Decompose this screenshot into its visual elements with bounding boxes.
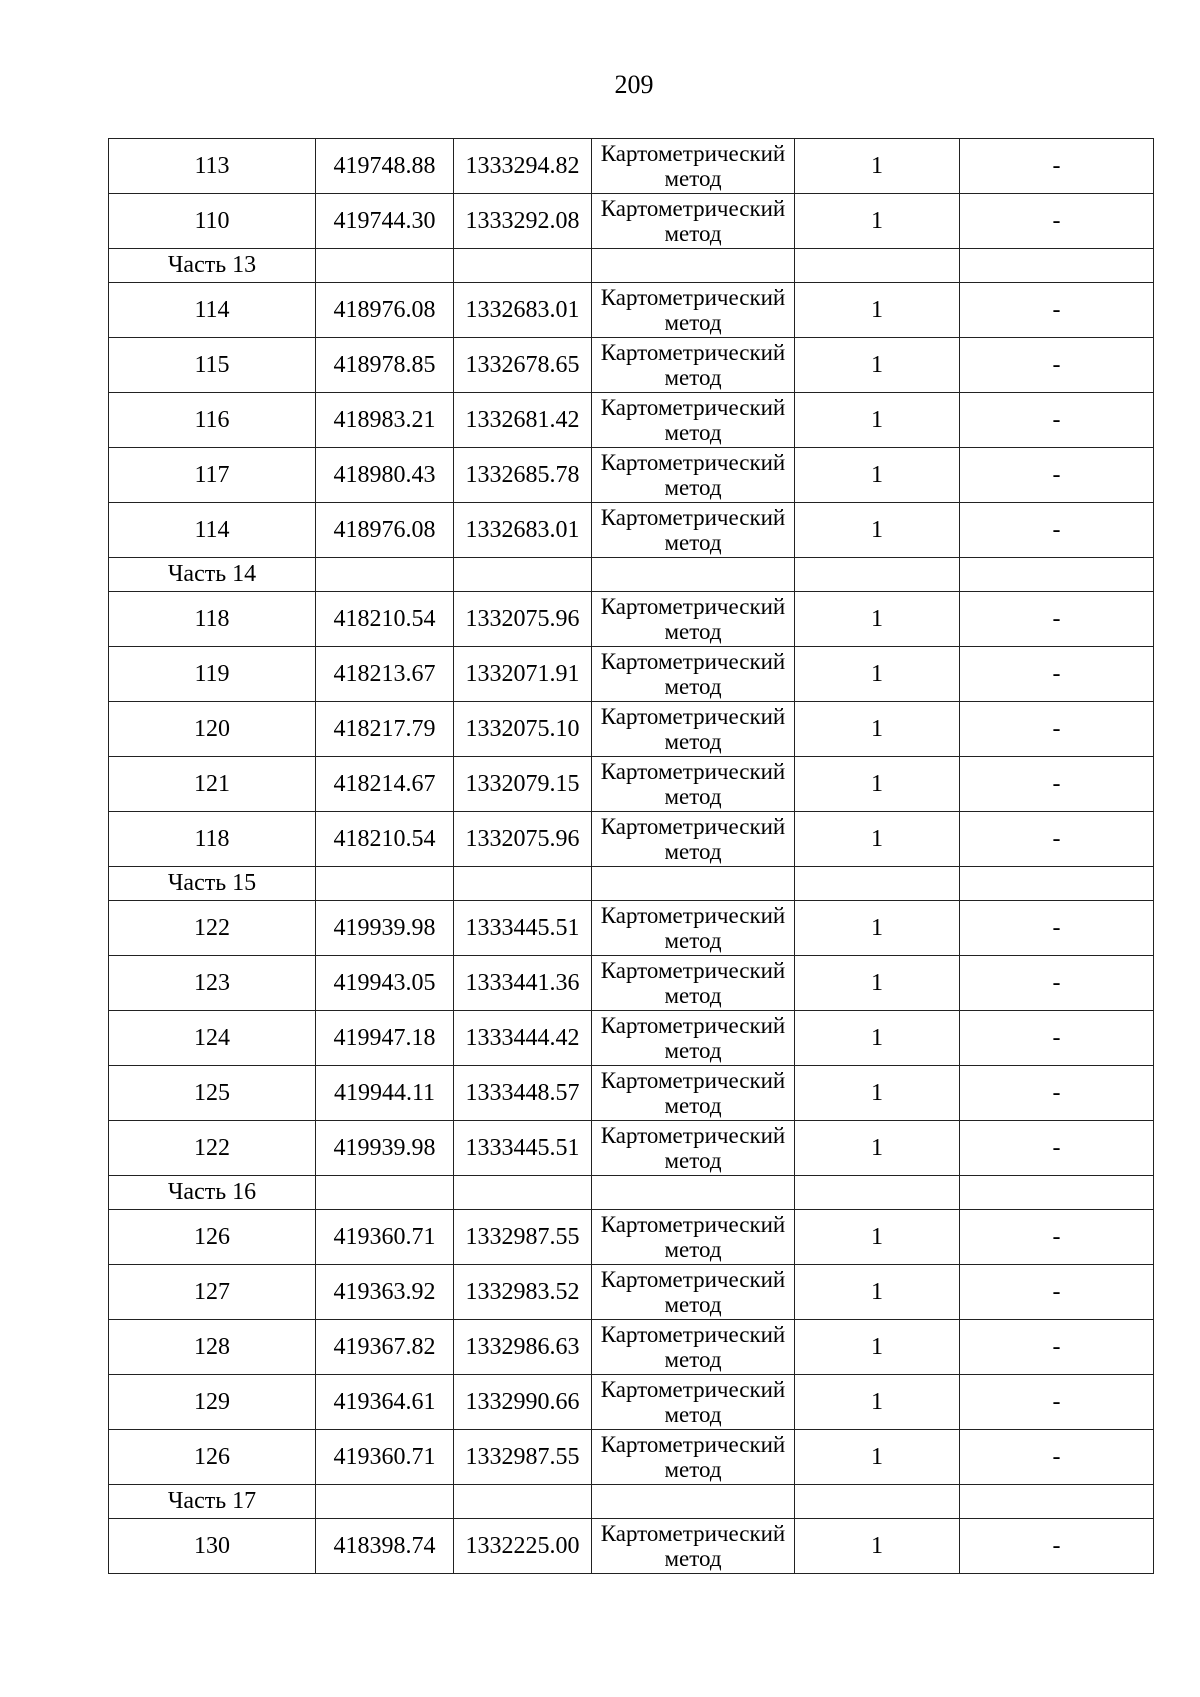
part-header-row xyxy=(109,867,1154,901)
point-number-cell: 125 xyxy=(109,1066,316,1121)
x-coordinate-cell: 418213.67 xyxy=(316,647,454,702)
table-row xyxy=(109,592,1154,647)
y-coordinate-cell: 1333294.82 xyxy=(454,139,592,194)
note-cell: - xyxy=(960,1066,1154,1121)
note-cell: - xyxy=(960,139,1154,194)
accuracy-cell: 1 xyxy=(795,702,960,757)
accuracy-cell: 1 xyxy=(795,139,960,194)
point-number-cell: 130 xyxy=(109,1519,316,1574)
accuracy-cell: 1 xyxy=(795,448,960,503)
empty-cell xyxy=(960,1176,1154,1210)
accuracy-cell: 1 xyxy=(795,338,960,393)
table-row xyxy=(109,956,1154,1011)
coordinates-table xyxy=(108,138,1154,1574)
coordinates-table-body xyxy=(109,139,1154,1574)
note-cell: - xyxy=(960,1320,1154,1375)
point-number-cell: 113 xyxy=(109,139,316,194)
accuracy-cell: 1 xyxy=(795,503,960,558)
y-coordinate-cell: 1332678.65 xyxy=(454,338,592,393)
point-number-cell: 124 xyxy=(109,1011,316,1066)
x-coordinate-cell: 419944.11 xyxy=(316,1066,454,1121)
method-cell: Картометрический метод xyxy=(592,338,795,393)
note-cell: - xyxy=(960,647,1154,702)
note-cell: - xyxy=(960,1430,1154,1485)
table-row xyxy=(109,283,1154,338)
table-row xyxy=(109,393,1154,448)
note-cell: - xyxy=(960,283,1154,338)
empty-cell xyxy=(795,1485,960,1519)
note-cell: - xyxy=(960,757,1154,812)
table-row xyxy=(109,338,1154,393)
x-coordinate-cell: 418978.85 xyxy=(316,338,454,393)
point-number-cell: 122 xyxy=(109,1121,316,1176)
y-coordinate-cell: 1332075.96 xyxy=(454,812,592,867)
method-cell: Картометрический метод xyxy=(592,194,795,249)
table-row xyxy=(109,139,1154,194)
empty-cell xyxy=(316,1485,454,1519)
x-coordinate-cell: 418980.43 xyxy=(316,448,454,503)
method-cell: Картометрический метод xyxy=(592,1210,795,1265)
method-cell: Картометрический метод xyxy=(592,1265,795,1320)
point-number-cell: 116 xyxy=(109,393,316,448)
y-coordinate-cell: 1332987.55 xyxy=(454,1430,592,1485)
point-number-cell: 118 xyxy=(109,812,316,867)
x-coordinate-cell: 419943.05 xyxy=(316,956,454,1011)
note-cell: - xyxy=(960,194,1154,249)
method-cell: Картометрический метод xyxy=(592,283,795,338)
method-cell: Картометрический метод xyxy=(592,1430,795,1485)
empty-cell xyxy=(454,867,592,901)
empty-cell xyxy=(454,558,592,592)
point-number-cell: 123 xyxy=(109,956,316,1011)
table-row xyxy=(109,1265,1154,1320)
accuracy-cell: 1 xyxy=(795,1320,960,1375)
part-header-row xyxy=(109,1485,1154,1519)
x-coordinate-cell: 419360.71 xyxy=(316,1430,454,1485)
accuracy-cell: 1 xyxy=(795,194,960,249)
point-number-cell: 129 xyxy=(109,1375,316,1430)
point-number-cell: 118 xyxy=(109,592,316,647)
empty-cell xyxy=(795,558,960,592)
part-label: Часть 13 xyxy=(109,249,316,283)
method-cell: Картометрический метод xyxy=(592,1011,795,1066)
accuracy-cell: 1 xyxy=(795,1265,960,1320)
y-coordinate-cell: 1333445.51 xyxy=(454,1121,592,1176)
accuracy-cell: 1 xyxy=(795,393,960,448)
note-cell: - xyxy=(960,1210,1154,1265)
empty-cell xyxy=(592,1485,795,1519)
point-number-cell: 115 xyxy=(109,338,316,393)
x-coordinate-cell: 418217.79 xyxy=(316,702,454,757)
table-row xyxy=(109,1066,1154,1121)
x-coordinate-cell: 418210.54 xyxy=(316,592,454,647)
method-cell: Картометрический метод xyxy=(592,1066,795,1121)
table-row xyxy=(109,1210,1154,1265)
accuracy-cell: 1 xyxy=(795,1430,960,1485)
part-header-row xyxy=(109,1176,1154,1210)
x-coordinate-cell: 419947.18 xyxy=(316,1011,454,1066)
point-number-cell: 122 xyxy=(109,901,316,956)
x-coordinate-cell: 419367.82 xyxy=(316,1320,454,1375)
note-cell: - xyxy=(960,1375,1154,1430)
note-cell: - xyxy=(960,1121,1154,1176)
table-row xyxy=(109,757,1154,812)
empty-cell xyxy=(592,558,795,592)
accuracy-cell: 1 xyxy=(795,757,960,812)
y-coordinate-cell: 1332987.55 xyxy=(454,1210,592,1265)
empty-cell xyxy=(592,867,795,901)
y-coordinate-cell: 1332075.10 xyxy=(454,702,592,757)
note-cell: - xyxy=(960,592,1154,647)
accuracy-cell: 1 xyxy=(795,901,960,956)
x-coordinate-cell: 418983.21 xyxy=(316,393,454,448)
table-row xyxy=(109,1375,1154,1430)
note-cell: - xyxy=(960,1519,1154,1574)
point-number-cell: 121 xyxy=(109,757,316,812)
method-cell: Картометрический метод xyxy=(592,1121,795,1176)
method-cell: Картометрический метод xyxy=(592,448,795,503)
accuracy-cell: 1 xyxy=(795,1011,960,1066)
empty-cell xyxy=(592,249,795,283)
empty-cell xyxy=(960,249,1154,283)
empty-cell xyxy=(454,1485,592,1519)
accuracy-cell: 1 xyxy=(795,283,960,338)
empty-cell xyxy=(454,1176,592,1210)
part-label: Часть 17 xyxy=(109,1485,316,1519)
table-row xyxy=(109,1320,1154,1375)
method-cell: Картометрический метод xyxy=(592,1519,795,1574)
empty-cell xyxy=(960,558,1154,592)
y-coordinate-cell: 1332990.66 xyxy=(454,1375,592,1430)
point-number-cell: 126 xyxy=(109,1210,316,1265)
table-row xyxy=(109,901,1154,956)
x-coordinate-cell: 419364.61 xyxy=(316,1375,454,1430)
method-cell: Картометрический метод xyxy=(592,1320,795,1375)
note-cell: - xyxy=(960,448,1154,503)
empty-cell xyxy=(316,249,454,283)
x-coordinate-cell: 419748.88 xyxy=(316,139,454,194)
point-number-cell: 128 xyxy=(109,1320,316,1375)
part-header-row xyxy=(109,249,1154,283)
y-coordinate-cell: 1333448.57 xyxy=(454,1066,592,1121)
y-coordinate-cell: 1332075.96 xyxy=(454,592,592,647)
table-row xyxy=(109,1430,1154,1485)
table-row xyxy=(109,812,1154,867)
y-coordinate-cell: 1333444.42 xyxy=(454,1011,592,1066)
note-cell: - xyxy=(960,812,1154,867)
note-cell: - xyxy=(960,956,1154,1011)
table-row xyxy=(109,1121,1154,1176)
table-row xyxy=(109,503,1154,558)
method-cell: Картометрический метод xyxy=(592,503,795,558)
y-coordinate-cell: 1332681.42 xyxy=(454,393,592,448)
empty-cell xyxy=(795,1176,960,1210)
part-label: Часть 14 xyxy=(109,558,316,592)
empty-cell xyxy=(316,867,454,901)
note-cell: - xyxy=(960,503,1154,558)
note-cell: - xyxy=(960,1265,1154,1320)
method-cell: Картометрический метод xyxy=(592,393,795,448)
x-coordinate-cell: 418976.08 xyxy=(316,283,454,338)
note-cell: - xyxy=(960,1011,1154,1066)
x-coordinate-cell: 418398.74 xyxy=(316,1519,454,1574)
part-label: Часть 15 xyxy=(109,867,316,901)
empty-cell xyxy=(795,867,960,901)
empty-cell xyxy=(795,249,960,283)
y-coordinate-cell: 1332079.15 xyxy=(454,757,592,812)
method-cell: Картометрический метод xyxy=(592,812,795,867)
table-row xyxy=(109,448,1154,503)
part-label: Часть 16 xyxy=(109,1176,316,1210)
y-coordinate-cell: 1332983.52 xyxy=(454,1265,592,1320)
method-cell: Картометрический метод xyxy=(592,139,795,194)
point-number-cell: 114 xyxy=(109,503,316,558)
accuracy-cell: 1 xyxy=(795,1519,960,1574)
part-header-row xyxy=(109,558,1154,592)
table-row xyxy=(109,702,1154,757)
point-number-cell: 117 xyxy=(109,448,316,503)
accuracy-cell: 1 xyxy=(795,647,960,702)
accuracy-cell: 1 xyxy=(795,1121,960,1176)
x-coordinate-cell: 419360.71 xyxy=(316,1210,454,1265)
y-coordinate-cell: 1332986.63 xyxy=(454,1320,592,1375)
x-coordinate-cell: 419939.98 xyxy=(316,1121,454,1176)
accuracy-cell: 1 xyxy=(795,1066,960,1121)
table-row xyxy=(109,1519,1154,1574)
empty-cell xyxy=(454,249,592,283)
point-number-cell: 119 xyxy=(109,647,316,702)
note-cell: - xyxy=(960,338,1154,393)
point-number-cell: 127 xyxy=(109,1265,316,1320)
empty-cell xyxy=(316,558,454,592)
point-number-cell: 110 xyxy=(109,194,316,249)
note-cell: - xyxy=(960,393,1154,448)
table-row xyxy=(109,1011,1154,1066)
point-number-cell: 120 xyxy=(109,702,316,757)
page-number: 209 xyxy=(614,70,654,99)
y-coordinate-cell: 1332683.01 xyxy=(454,503,592,558)
method-cell: Картометрический метод xyxy=(592,647,795,702)
empty-cell xyxy=(960,1485,1154,1519)
x-coordinate-cell: 418210.54 xyxy=(316,812,454,867)
x-coordinate-cell: 418976.08 xyxy=(316,503,454,558)
y-coordinate-cell: 1332071.91 xyxy=(454,647,592,702)
method-cell: Картометрический метод xyxy=(592,901,795,956)
x-coordinate-cell: 419744.30 xyxy=(316,194,454,249)
x-coordinate-cell: 418214.67 xyxy=(316,757,454,812)
method-cell: Картометрический метод xyxy=(592,956,795,1011)
accuracy-cell: 1 xyxy=(795,956,960,1011)
accuracy-cell: 1 xyxy=(795,1375,960,1430)
note-cell: - xyxy=(960,901,1154,956)
y-coordinate-cell: 1332683.01 xyxy=(454,283,592,338)
y-coordinate-cell: 1332225.00 xyxy=(454,1519,592,1574)
empty-cell xyxy=(316,1176,454,1210)
empty-cell xyxy=(592,1176,795,1210)
y-coordinate-cell: 1333292.08 xyxy=(454,194,592,249)
point-number-cell: 126 xyxy=(109,1430,316,1485)
y-coordinate-cell: 1333445.51 xyxy=(454,901,592,956)
y-coordinate-cell: 1332685.78 xyxy=(454,448,592,503)
y-coordinate-cell: 1333441.36 xyxy=(454,956,592,1011)
accuracy-cell: 1 xyxy=(795,812,960,867)
x-coordinate-cell: 419939.98 xyxy=(316,901,454,956)
method-cell: Картометрический метод xyxy=(592,702,795,757)
table-row xyxy=(109,647,1154,702)
note-cell: - xyxy=(960,702,1154,757)
empty-cell xyxy=(960,867,1154,901)
x-coordinate-cell: 419363.92 xyxy=(316,1265,454,1320)
accuracy-cell: 1 xyxy=(795,1210,960,1265)
table-row xyxy=(109,194,1154,249)
method-cell: Картометрический метод xyxy=(592,757,795,812)
method-cell: Картометрический метод xyxy=(592,1375,795,1430)
method-cell: Картометрический метод xyxy=(592,592,795,647)
point-number-cell: 114 xyxy=(109,283,316,338)
accuracy-cell: 1 xyxy=(795,592,960,647)
